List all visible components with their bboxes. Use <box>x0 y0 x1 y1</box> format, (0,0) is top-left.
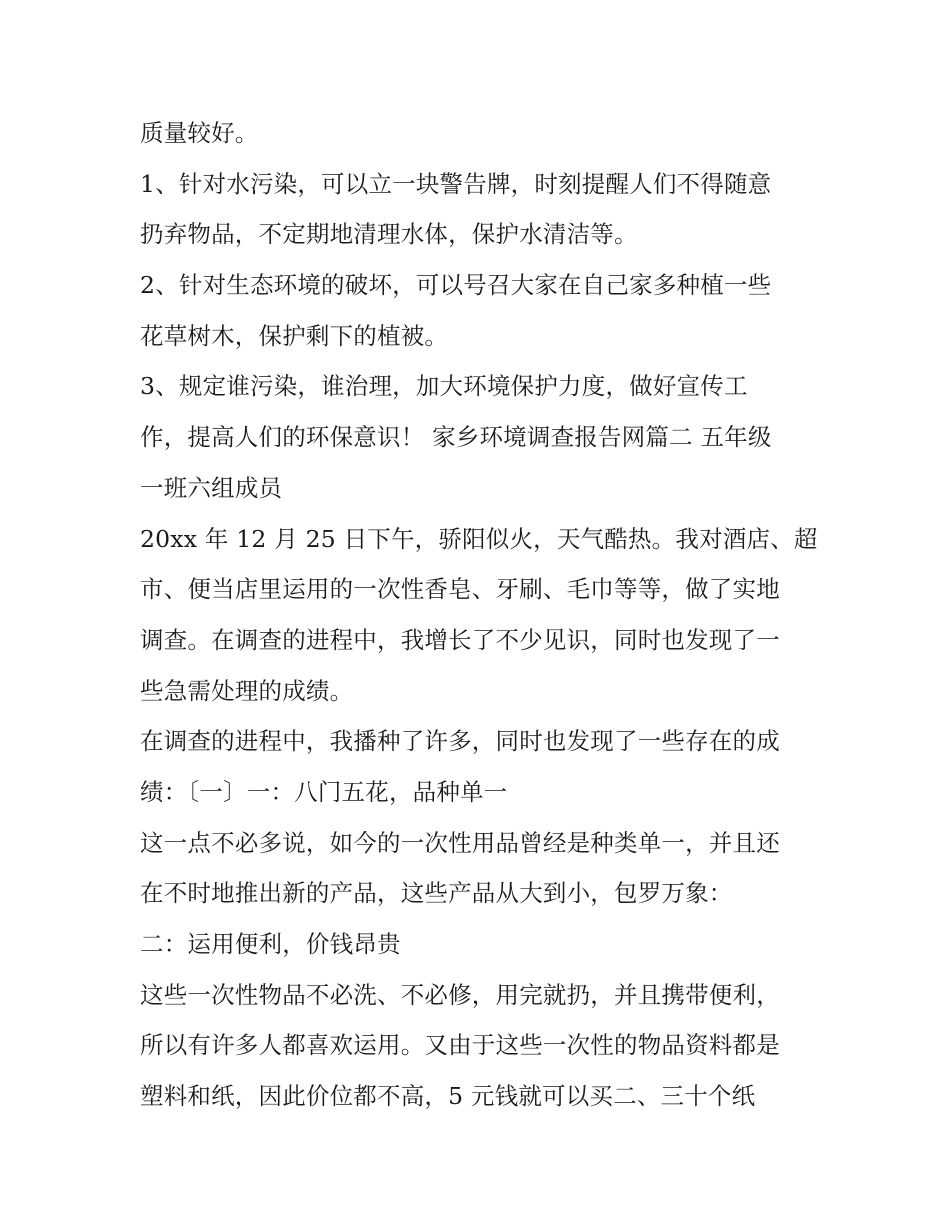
text-line: 花草树木，保护剩下的植被。 <box>140 321 449 350</box>
text-line: 作，提高人们的环保意识！ 家乡环境调查报告网篇二 五年级 <box>140 423 772 452</box>
text-line: 扔弃物品，不定期地清理水体，保护水清洁等。 <box>140 220 638 249</box>
text-line: 二：运用便利，价钱昂贵 <box>140 930 401 958</box>
text-line: 2、针对生态环境的破坏，可以号召大家在自己家多种植一些 <box>140 271 772 300</box>
text-line: 这些一次性物品不必洗、不必修，用完就扔，并且携带便利， <box>140 980 780 1009</box>
text-line: 3、规定谁污染，谁治理，加大环境保护力度，做好宣传工 <box>140 372 748 401</box>
document-body <box>140 108 820 1122</box>
text-line: 20xx 年 12 月 25 日下午，骄阳似火，天气酷热。我对酒店、超 <box>140 524 818 553</box>
text-line: 1、针对水污染，可以立一块警告牌，时刻提醒人们不得随意 <box>140 169 772 198</box>
text-line: 调查。在调查的进程中，我增长了不少见识，同时也发现了一 <box>140 625 780 654</box>
text-line: 在调查的进程中，我播种了许多，同时也发现了一些存在的成 <box>140 727 780 756</box>
text-line: 质量较好。 <box>140 119 259 147</box>
text-line: 塑料和纸，因此价位都不高，5 元钱就可以买二、三十个纸 <box>140 1082 756 1111</box>
text-line: 一班六组成员 <box>140 473 283 502</box>
text-line: 绩：〔一〕一：八门五花，品种单一 <box>140 777 508 806</box>
text-line: 些急需处理的成绩。 <box>140 676 354 705</box>
text-line: 市、便当店里运用的一次性香皂、牙刷、毛巾等等，做了实地 <box>140 575 780 604</box>
text-line: 所以有许多人都喜欢运用。又由于这些一次性的物品资料都是 <box>140 1031 780 1060</box>
text-line: 这一点不必多说，如今的一次性用品曾经是种类单一，并且还 <box>140 828 780 857</box>
text-line: 在不时地推出新的产品，这些产品从大到小，包罗万象： <box>140 879 733 908</box>
